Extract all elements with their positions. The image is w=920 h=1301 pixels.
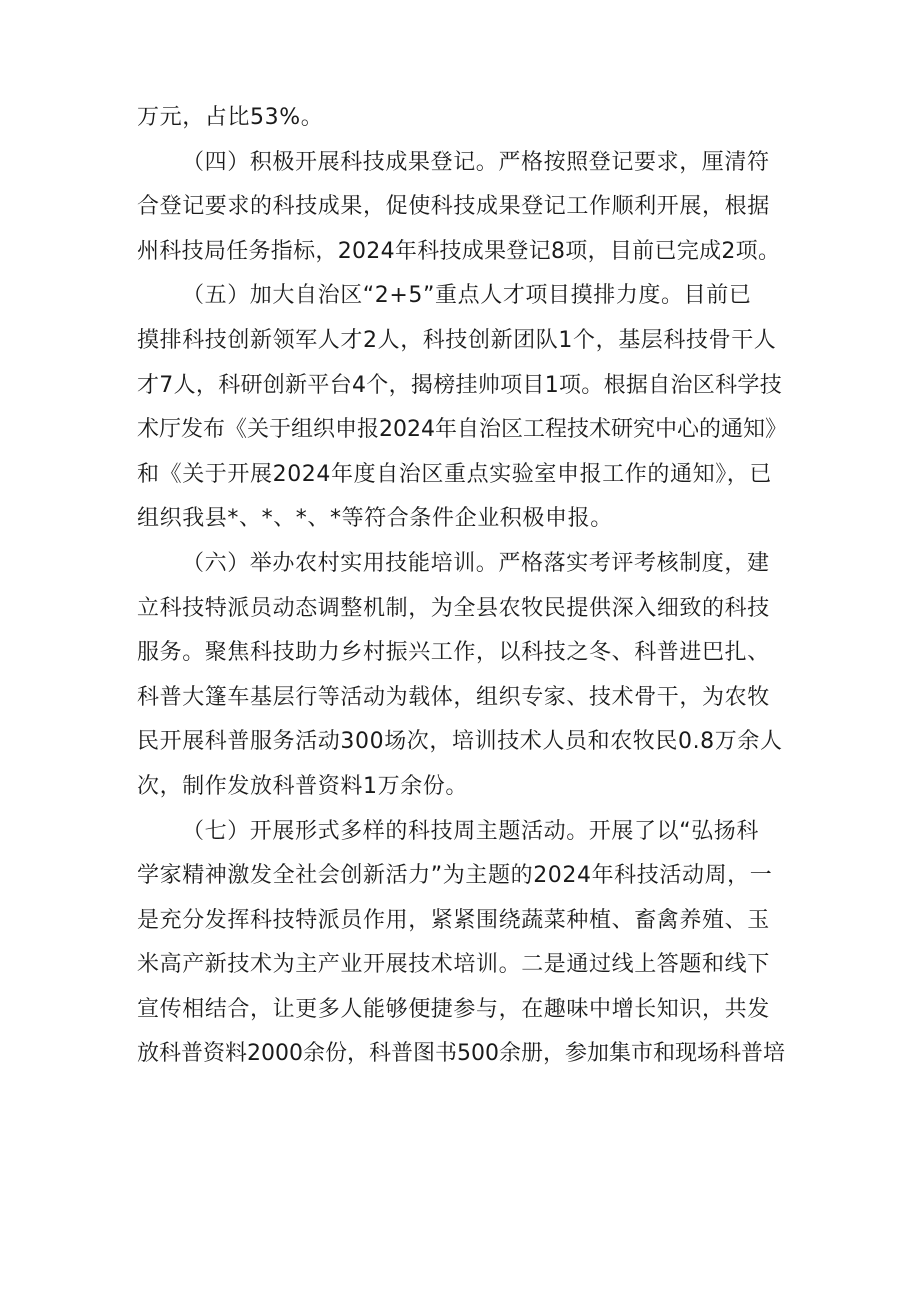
text-line: 摸排科技创新领军人才2人，科技创新团队1个，基层科技骨干人 xyxy=(137,327,777,353)
text-line: （六）举办农村实用技能培训。严格落实考评考核制度，建 xyxy=(182,550,770,576)
text-line: 次，制作发放科普资料1万余份。 xyxy=(137,773,468,799)
text-line: 米高产新技术为主产业开展技术培训。二是通过线上答题和线下 xyxy=(137,952,770,978)
text-line: 术厅发布《关于组织申报2024年自治区工程技术研究中心的通知》 xyxy=(137,417,787,443)
text-line: 合登记要求的科技成果，促使科技成果登记工作顺利开展，根据 xyxy=(137,194,770,220)
paragraph-section-4 xyxy=(137,141,789,275)
text-line: 民开展科普服务活动300场次，培训技术人员和农牧民0.8万余人 xyxy=(137,729,783,755)
text-line: 和《关于开展2024年度自治区重点实验室申报工作的通知》，已 xyxy=(137,461,772,487)
text-line: 才7人，科研创新平台4个，揭榜挂帅项目1项。根据自治区科学技 xyxy=(137,372,782,398)
text-line: （五）加大自治区“2+5”重点人才项目摸排力度。目前已 xyxy=(182,283,752,309)
text-line: （七）开展形式多样的科技周主题活动。开展了以“弘扬科 xyxy=(182,818,759,844)
paragraph-section-5 xyxy=(137,274,789,542)
document-body xyxy=(137,96,789,1077)
paragraph-continuation xyxy=(137,96,789,141)
text-line: 是充分发挥科技特派员作用，紧紧围绕蔬菜种植、畜禽养殖、玉 xyxy=(137,907,770,933)
paragraph-section-7 xyxy=(137,810,789,1078)
text-line: 放科普资料2000余份，科普图书500余册，参加集市和现场科普培 xyxy=(137,1041,785,1067)
text-line: 服务。聚焦科技助力乡村振兴工作，以科技之冬、科普进巴扎、 xyxy=(137,640,770,666)
text-line: 宣传相结合，让更多人能够便捷参与，在趣味中增长知识，共发 xyxy=(137,996,770,1022)
text-line: 学家精神激发全社会创新活力”为主题的2024年科技活动周，一 xyxy=(137,863,773,889)
paragraph-section-6 xyxy=(137,542,789,810)
text-line: 组织我县*、*、*、*等符合条件企业积极申报。 xyxy=(137,506,613,532)
text-line: 万元，占比53%。 xyxy=(137,105,324,130)
text-line: 科普大篷车基层行等活动为载体，组织专家、技术骨干，为农牧 xyxy=(137,684,770,710)
text-line: （四）积极开展科技成果登记。严格按照登记要求，厘清符 xyxy=(182,149,770,175)
text-line: 立科技特派员动态调整机制，为全县农牧民提供深入细致的科技 xyxy=(137,595,770,621)
text-line: 州科技局任务指标，2024年科技成果登记8项，目前已完成2项。 xyxy=(137,238,781,264)
